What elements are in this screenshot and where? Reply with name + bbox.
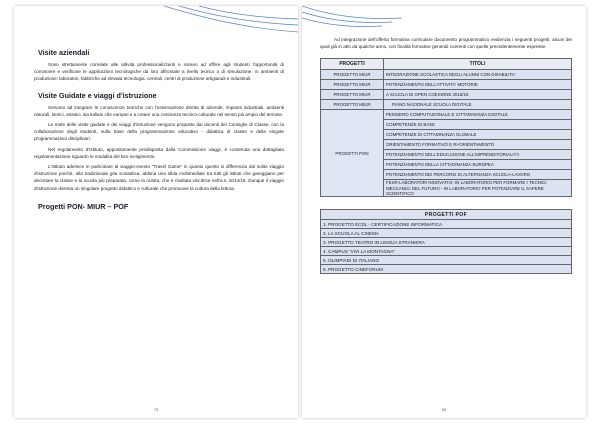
section-title-visite-aziendali: Visite aziendali (38, 48, 90, 57)
project-title-cell: POTENZIAMENTO DELLA CITTADINANZA EUROPEA (384, 160, 572, 170)
paragraph: Le mete delle visite guidate e dei viaggi d'istruzione vengono proposte dai docenti del Consiglio di Classe, con la collaborazione degli studenti, sulla base della programmazione educativo - didattica di classe e delle singole programmazioni disciplinari. (34, 122, 284, 142)
column-header-progetti-pof: PROGETTI POF (321, 210, 572, 220)
project-title-cell: POTENZIAMENTO DEI PERCORSI DI ALTERNANZA SCUOLA-LAVORO (384, 170, 572, 180)
section-title-visite-guidate: Visite Guidate e viaggi d'istruzione (38, 90, 157, 100)
table-row (321, 110, 572, 120)
pof-project-cell: 3. PROGETTO TEATRO IN LINGUA STRANIERA (321, 238, 572, 247)
project-title-cell: POTENZIAMENTO DELL'EDUCAZIONE ALL'IMPRENDITORIALITÀ (384, 150, 572, 160)
project-title-cell: INTEGRAZIONE SCOLASTICA DEGLI ALUNNI CON DISABILITA' (384, 70, 572, 80)
left-page (14, 6, 298, 418)
right-page (302, 6, 586, 418)
pof-project-cell: 5. OLIMPIADI DI ITALIANO (321, 256, 572, 265)
pof-project-cell: 4. CAMPUS "VIVI LA MONTAGNA" (321, 247, 572, 256)
pof-project-cell: 6. PROGETTO CINEFORUM (321, 265, 572, 274)
paragraph: Servono ad integrare le conoscenze teoriche con l'osservazione diretta di aziende, impianti industriali, ambienti naturali, storici, artistici, sia italiani che europei e a creare una coscienza tecnico-culturale nel senso più ampio del termine. (34, 104, 284, 117)
table-row (321, 256, 572, 265)
project-type-cell: PROGETTO MIUR (321, 100, 384, 110)
table-row (321, 238, 572, 247)
projects-table (320, 58, 572, 197)
project-type-cell-pon: PROGETTI PON (321, 110, 384, 197)
project-title-cell: PENSIERO COMPUTAZIONALE E CITTADINANZA DIGITALE (384, 110, 572, 120)
pof-project-cell: 2. LA SCUOLA AL CINEMA (321, 229, 572, 238)
table-row (321, 90, 572, 100)
project-type-cell: PROGETTO MIUR (321, 80, 384, 90)
project-title-cell: COMPETENZE DI BASE (384, 120, 572, 130)
project-title-cell: A SCUOLA DI OPEN COESIONE 2018/19 (384, 90, 572, 100)
table-row (321, 265, 572, 274)
column-header-titoli: TITOLI (384, 59, 572, 70)
page-number: 79 (153, 407, 159, 412)
table-row (321, 100, 572, 110)
project-title-cell: COMPETENZE DI CITTADINANZA GLOBALE (384, 130, 572, 140)
project-type-cell: PROGETTO MIUR (321, 90, 384, 100)
pof-projects-table (320, 209, 572, 274)
table-row (321, 70, 572, 80)
table-row (321, 80, 572, 90)
column-header-progetti: PROGETTI (321, 59, 384, 70)
table-row (321, 229, 572, 238)
paragraph: Nel regolamento d'Istituto, appositamente predisposta dalla Commissione viaggi, è contenuta una dettagliata regolamentazione riguardo le modalità del loro svolgimento. (34, 146, 284, 159)
paragraph: Sono strettamente correlate alle attività professionalizzanti e mirano ad offrire agli studenti l'opportunità di conoscere e verificare le applicazioni tecnologiche da loro affrontate a livello teorico o di simulazione, in ambienti di produzione: laboratori, fabbriche ad elevata tecnologia, centrali, centri di produzione artigianali e industriali. (34, 62, 284, 82)
table-header-row (321, 59, 572, 70)
project-title-cell: POTENZIAMENTO DELL'ATTIVITA' MOTORIE (384, 80, 572, 90)
pof-project-cell: 1. PROGETTO ECDL - CERTIFICAZIONE INFORMATICA (321, 220, 572, 229)
table-row (321, 220, 572, 229)
paragraph: L'Istituto aderisce in particolare al viaggio-evento "Travel Game" in quanto questo si differenzia dal solito viaggio d'istruzione poiché, alla tradizionale gita scolastica, abbina una sfida multimediale tra tutti gli istituti che gareggiano per decretare la classe e la scuola più preparata, come la nostra, che è risultata vincitrice nell'a.s. 2014/15. Dunque il viaggio d'istruzione diventa un singolare progetto didattico e culturale che promuove la cultura della lettura. (34, 164, 284, 191)
page-number: 80 (441, 407, 447, 412)
section-title-progetti: Progetti PON- MIUR – POF (38, 201, 129, 211)
project-title-cell: ORIENTAMENTO FORMATIVO E RI-ORIENTAMENTO (384, 140, 572, 150)
project-title-cell: PIANO NAZIONALE SCUOLA DIGITALE (384, 100, 572, 110)
project-title-cell: FESR-LABORATORI INNOVATIVI: IN LABORATORIO PER FORMARE I TECNICI MECCANICI DEL FUTURO - IN LABORATORIO PER POTENZIARE IL SAPERE SCIENTIFICO (384, 180, 572, 197)
table-header-row (321, 210, 572, 220)
intro-paragraph: Ad integrazione dell'offerta formativa curriculare documento programmatico evidenzia i seguenti progetti, alcuni dei quali già in atto da qualche anno, con finalità formative generali coerenti con quelle precedentemente espresse. (320, 37, 572, 50)
table-row (321, 247, 572, 256)
project-type-cell: PROGETTO MIUR (321, 70, 384, 80)
